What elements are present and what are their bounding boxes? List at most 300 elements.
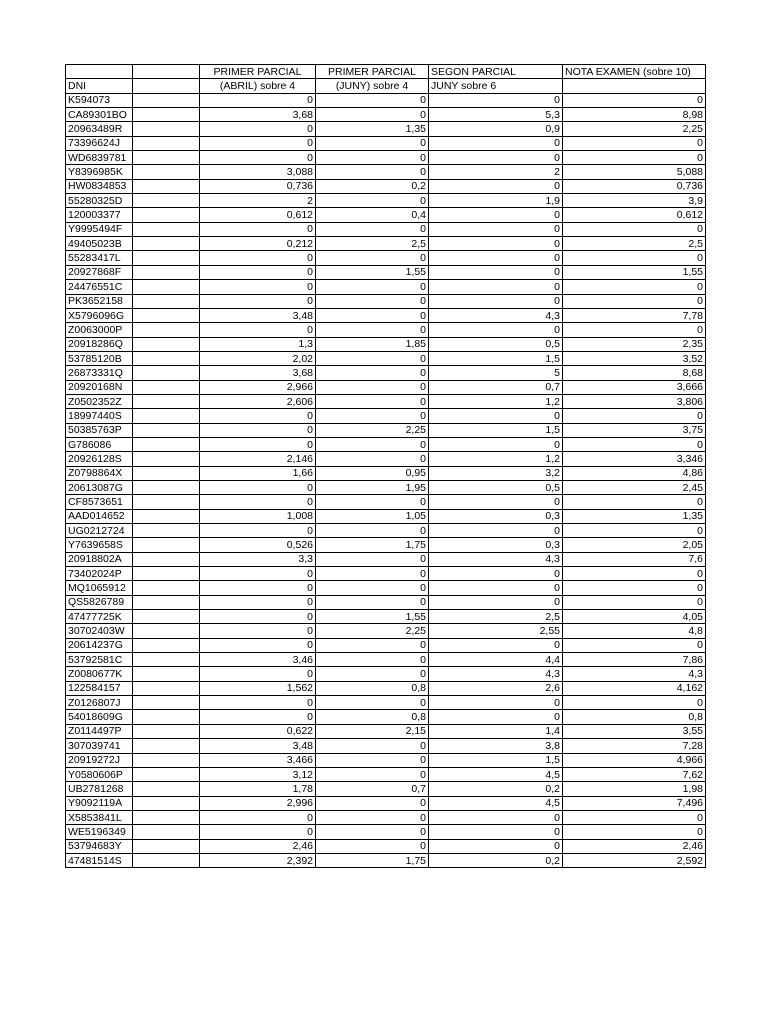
- table-row: [66, 437, 706, 451]
- blank-cell: [133, 294, 200, 308]
- primer-parcial-juny-cell: 0,8: [316, 681, 429, 695]
- segon-parcial-cell: 0,5: [429, 337, 563, 351]
- segon-parcial-cell: 0,2: [429, 853, 563, 867]
- primer-parcial-abril-cell: 0: [200, 567, 316, 581]
- nota-examen-cell: 1,35: [563, 509, 706, 523]
- primer-parcial-abril-cell: 0,612: [200, 208, 316, 222]
- blank-cell: [133, 136, 200, 150]
- primer-parcial-juny-cell: 0: [316, 810, 429, 824]
- nota-examen-cell: 3,75: [563, 423, 706, 437]
- header-segon-parcial: SEGON PARCIAL: [429, 65, 563, 79]
- primer-parcial-juny-cell: 0,4: [316, 208, 429, 222]
- segon-parcial-cell: 2,6: [429, 681, 563, 695]
- table-row: [66, 265, 706, 279]
- primer-parcial-abril-cell: 3,48: [200, 739, 316, 753]
- primer-parcial-abril-cell: 0: [200, 638, 316, 652]
- primer-parcial-juny-cell: 0: [316, 294, 429, 308]
- table-row: [66, 394, 706, 408]
- blank-cell: [133, 208, 200, 222]
- nota-examen-cell: 0: [563, 251, 706, 265]
- table-row: [66, 509, 706, 523]
- primer-parcial-juny-cell: 0: [316, 739, 429, 753]
- primer-parcial-juny-cell: 0: [316, 251, 429, 265]
- dni-cell: K594073: [66, 93, 133, 107]
- blank-cell: [133, 753, 200, 767]
- primer-parcial-juny-cell: 0: [316, 280, 429, 294]
- blank-cell: [133, 466, 200, 480]
- dni-cell: Z0080677K: [66, 667, 133, 681]
- segon-parcial-cell: 0,3: [429, 538, 563, 552]
- table-body: [66, 93, 706, 868]
- table-row: [66, 724, 706, 738]
- primer-parcial-abril-cell: 0,212: [200, 237, 316, 251]
- nota-examen-cell: 0: [563, 825, 706, 839]
- dni-cell: 73396624J: [66, 136, 133, 150]
- primer-parcial-juny-cell: 0,8: [316, 710, 429, 724]
- nota-examen-cell: 2,592: [563, 853, 706, 867]
- blank-cell: [133, 552, 200, 566]
- nota-examen-cell: 0: [563, 437, 706, 451]
- table-row: [66, 524, 706, 538]
- primer-parcial-abril-cell: 0: [200, 667, 316, 681]
- primer-parcial-abril-cell: 0: [200, 151, 316, 165]
- primer-parcial-juny-cell: 1,35: [316, 122, 429, 136]
- dni-cell: 20927868F: [66, 265, 133, 279]
- table-row: [66, 251, 706, 265]
- dni-cell: Z0063000P: [66, 323, 133, 337]
- dni-cell: 20918802A: [66, 552, 133, 566]
- nota-examen-cell: 4,05: [563, 610, 706, 624]
- primer-parcial-juny-cell: 0: [316, 839, 429, 853]
- table-row: [66, 308, 706, 322]
- primer-parcial-juny-cell: 0: [316, 151, 429, 165]
- dni-cell: Z0798864X: [66, 466, 133, 480]
- segon-parcial-cell: 0: [429, 409, 563, 423]
- table-row: [66, 366, 706, 380]
- segon-parcial-cell: 2,5: [429, 610, 563, 624]
- header-juny-sobre-4: (JUNY) sobre 4: [316, 79, 429, 93]
- primer-parcial-abril-cell: 1,3: [200, 337, 316, 351]
- dni-cell: 18997440S: [66, 409, 133, 423]
- dni-cell: 47477725K: [66, 610, 133, 624]
- primer-parcial-abril-cell: 0: [200, 323, 316, 337]
- blank-cell: [133, 194, 200, 208]
- segon-parcial-cell: 0: [429, 265, 563, 279]
- dni-cell: 122584157: [66, 681, 133, 695]
- primer-parcial-abril-cell: 2,46: [200, 839, 316, 853]
- segon-parcial-cell: 0: [429, 179, 563, 193]
- table-row: [66, 767, 706, 781]
- segon-parcial-cell: 0: [429, 710, 563, 724]
- primer-parcial-abril-cell: 0: [200, 136, 316, 150]
- table-row: [66, 237, 706, 251]
- dni-cell: CF8573651: [66, 495, 133, 509]
- primer-parcial-juny-cell: 0: [316, 380, 429, 394]
- table-row: [66, 165, 706, 179]
- dni-cell: X5796096G: [66, 308, 133, 322]
- primer-parcial-juny-cell: 0: [316, 595, 429, 609]
- blank-cell: [133, 581, 200, 595]
- primer-parcial-juny-cell: 0: [316, 638, 429, 652]
- primer-parcial-juny-cell: 0: [316, 524, 429, 538]
- grades-table: [65, 64, 706, 868]
- nota-examen-cell: 4,966: [563, 753, 706, 767]
- dni-cell: 26873331Q: [66, 366, 133, 380]
- table-row: [66, 466, 706, 480]
- segon-parcial-cell: 1,4: [429, 724, 563, 738]
- segon-parcial-cell: 0: [429, 251, 563, 265]
- primer-parcial-abril-cell: 0: [200, 93, 316, 107]
- dni-cell: MQ1065912: [66, 581, 133, 595]
- dni-cell: 49405023B: [66, 237, 133, 251]
- blank-cell: [133, 437, 200, 451]
- blank-cell: [133, 595, 200, 609]
- nota-examen-cell: 4,162: [563, 681, 706, 695]
- header-cell: [133, 65, 200, 79]
- segon-parcial-cell: 0: [429, 696, 563, 710]
- segon-parcial-cell: 4,5: [429, 796, 563, 810]
- segon-parcial-cell: 0: [429, 567, 563, 581]
- table-row: [66, 638, 706, 652]
- blank-cell: [133, 509, 200, 523]
- segon-parcial-cell: 0: [429, 294, 563, 308]
- primer-parcial-abril-cell: 0: [200, 294, 316, 308]
- dni-cell: 53785120B: [66, 351, 133, 365]
- primer-parcial-abril-cell: 0: [200, 265, 316, 279]
- primer-parcial-abril-cell: 2,966: [200, 380, 316, 394]
- primer-parcial-abril-cell: 2,146: [200, 452, 316, 466]
- primer-parcial-abril-cell: 3,3: [200, 552, 316, 566]
- table-row: [66, 796, 706, 810]
- table-row: [66, 595, 706, 609]
- segon-parcial-cell: 0,5: [429, 480, 563, 494]
- table-row: [66, 208, 706, 222]
- table-row: [66, 380, 706, 394]
- blank-cell: [133, 681, 200, 695]
- primer-parcial-juny-cell: 0: [316, 581, 429, 595]
- table-row: [66, 480, 706, 494]
- table-row: [66, 323, 706, 337]
- nota-examen-cell: 2,5: [563, 237, 706, 251]
- blank-cell: [133, 839, 200, 853]
- dni-cell: 30702403W: [66, 624, 133, 638]
- blank-cell: [133, 767, 200, 781]
- primer-parcial-abril-cell: 0: [200, 222, 316, 236]
- nota-examen-cell: 0: [563, 595, 706, 609]
- nota-examen-cell: 2,05: [563, 538, 706, 552]
- segon-parcial-cell: 3,2: [429, 466, 563, 480]
- segon-parcial-cell: 5,3: [429, 108, 563, 122]
- blank-cell: [133, 853, 200, 867]
- table-row: [66, 581, 706, 595]
- table-row: [66, 567, 706, 581]
- blank-cell: [133, 724, 200, 738]
- primer-parcial-abril-cell: 0: [200, 251, 316, 265]
- table-row: [66, 681, 706, 695]
- segon-parcial-cell: 1,2: [429, 452, 563, 466]
- primer-parcial-abril-cell: 3,12: [200, 767, 316, 781]
- header-cell: [66, 65, 133, 79]
- segon-parcial-cell: 0: [429, 93, 563, 107]
- nota-examen-cell: 3,9: [563, 194, 706, 208]
- primer-parcial-abril-cell: 0,526: [200, 538, 316, 552]
- segon-parcial-cell: 1,9: [429, 194, 563, 208]
- dni-cell: 55280325D: [66, 194, 133, 208]
- segon-parcial-cell: 0: [429, 581, 563, 595]
- segon-parcial-cell: 1,5: [429, 753, 563, 767]
- blank-cell: [133, 610, 200, 624]
- segon-parcial-cell: 0: [429, 595, 563, 609]
- dni-cell: 20919272J: [66, 753, 133, 767]
- segon-parcial-cell: 4,3: [429, 552, 563, 566]
- primer-parcial-juny-cell: 0: [316, 165, 429, 179]
- dni-cell: Y0580606P: [66, 767, 133, 781]
- nota-examen-cell: 4,8: [563, 624, 706, 638]
- nota-examen-cell: 3,346: [563, 452, 706, 466]
- primer-parcial-juny-cell: 2,5: [316, 237, 429, 251]
- dni-cell: 20918286Q: [66, 337, 133, 351]
- blank-cell: [133, 538, 200, 552]
- primer-parcial-juny-cell: 0: [316, 108, 429, 122]
- table-row: [66, 337, 706, 351]
- dni-cell: HW0834853: [66, 179, 133, 193]
- primer-parcial-juny-cell: 0: [316, 667, 429, 681]
- blank-cell: [133, 380, 200, 394]
- table-row: [66, 839, 706, 853]
- table-row: [66, 351, 706, 365]
- segon-parcial-cell: 2,55: [429, 624, 563, 638]
- table-row: [66, 753, 706, 767]
- nota-examen-cell: 7,6: [563, 552, 706, 566]
- dni-cell: 53792581C: [66, 653, 133, 667]
- dni-cell: WE5196349: [66, 825, 133, 839]
- table-row: [66, 136, 706, 150]
- blank-cell: [133, 351, 200, 365]
- dni-cell: 73402024P: [66, 567, 133, 581]
- primer-parcial-abril-cell: 2,996: [200, 796, 316, 810]
- primer-parcial-juny-cell: 0: [316, 753, 429, 767]
- segon-parcial-cell: 0: [429, 222, 563, 236]
- dni-cell: G786086: [66, 437, 133, 451]
- primer-parcial-abril-cell: 1,66: [200, 466, 316, 480]
- header-row-1: [66, 65, 706, 79]
- table-header: [66, 65, 706, 94]
- table-row: [66, 495, 706, 509]
- nota-examen-cell: 0: [563, 222, 706, 236]
- blank-cell: [133, 165, 200, 179]
- primer-parcial-juny-cell: 2,25: [316, 423, 429, 437]
- primer-parcial-juny-cell: 0: [316, 696, 429, 710]
- primer-parcial-abril-cell: 3,48: [200, 308, 316, 322]
- primer-parcial-abril-cell: 0: [200, 409, 316, 423]
- primer-parcial-abril-cell: 2: [200, 194, 316, 208]
- blank-cell: [133, 782, 200, 796]
- primer-parcial-abril-cell: 3,68: [200, 366, 316, 380]
- dni-cell: Z0114497P: [66, 724, 133, 738]
- blank-cell: [133, 739, 200, 753]
- primer-parcial-juny-cell: 1,75: [316, 538, 429, 552]
- primer-parcial-juny-cell: 0: [316, 567, 429, 581]
- blank-cell: [133, 237, 200, 251]
- table-row: [66, 409, 706, 423]
- nota-examen-cell: 7,86: [563, 653, 706, 667]
- nota-examen-cell: 7,78: [563, 308, 706, 322]
- blank-cell: [133, 567, 200, 581]
- segon-parcial-cell: 3,8: [429, 739, 563, 753]
- dni-cell: AAD014652: [66, 509, 133, 523]
- primer-parcial-abril-cell: 0: [200, 423, 316, 437]
- primer-parcial-abril-cell: 0: [200, 710, 316, 724]
- segon-parcial-cell: 0: [429, 810, 563, 824]
- primer-parcial-juny-cell: 0: [316, 552, 429, 566]
- segon-parcial-cell: 4,3: [429, 308, 563, 322]
- header-primer-parcial-abril: PRIMER PARCIAL: [200, 65, 316, 79]
- blank-cell: [133, 638, 200, 652]
- primer-parcial-abril-cell: 0: [200, 495, 316, 509]
- blank-cell: [133, 323, 200, 337]
- table-row: [66, 179, 706, 193]
- blank-cell: [133, 251, 200, 265]
- table-row: [66, 538, 706, 552]
- nota-examen-cell: 1,98: [563, 782, 706, 796]
- primer-parcial-abril-cell: 2,606: [200, 394, 316, 408]
- primer-parcial-abril-cell: 0,622: [200, 724, 316, 738]
- blank-cell: [133, 394, 200, 408]
- blank-cell: [133, 480, 200, 494]
- blank-cell: [133, 222, 200, 236]
- primer-parcial-juny-cell: 0: [316, 653, 429, 667]
- nota-examen-cell: 5,088: [563, 165, 706, 179]
- table-row: [66, 782, 706, 796]
- primer-parcial-juny-cell: 1,85: [316, 337, 429, 351]
- blank-cell: [133, 667, 200, 681]
- blank-cell: [133, 825, 200, 839]
- dni-cell: 120003377: [66, 208, 133, 222]
- blank-cell: [133, 696, 200, 710]
- dni-cell: WD6839781: [66, 151, 133, 165]
- table-row: [66, 151, 706, 165]
- dni-cell: 20920168N: [66, 380, 133, 394]
- primer-parcial-juny-cell: 0: [316, 93, 429, 107]
- blank-cell: [133, 108, 200, 122]
- primer-parcial-juny-cell: 0: [316, 222, 429, 236]
- segon-parcial-cell: 4,5: [429, 767, 563, 781]
- dni-cell: UG0212724: [66, 524, 133, 538]
- blank-cell: [133, 524, 200, 538]
- blank-cell: [133, 280, 200, 294]
- nota-examen-cell: 2,35: [563, 337, 706, 351]
- blank-cell: [133, 653, 200, 667]
- blank-cell: [133, 93, 200, 107]
- nota-examen-cell: 2,45: [563, 480, 706, 494]
- segon-parcial-cell: 0: [429, 280, 563, 294]
- segon-parcial-cell: 0,9: [429, 122, 563, 136]
- segon-parcial-cell: 4,3: [429, 667, 563, 681]
- blank-cell: [133, 452, 200, 466]
- table-row: [66, 853, 706, 867]
- nota-examen-cell: 7,496: [563, 796, 706, 810]
- blank-cell: [133, 409, 200, 423]
- dni-cell: X5853841L: [66, 810, 133, 824]
- table-row: [66, 222, 706, 236]
- primer-parcial-juny-cell: 1,05: [316, 509, 429, 523]
- header-row-2: [66, 79, 706, 93]
- segon-parcial-cell: 0: [429, 237, 563, 251]
- nota-examen-cell: 0: [563, 581, 706, 595]
- nota-examen-cell: 7,28: [563, 739, 706, 753]
- segon-parcial-cell: 0: [429, 151, 563, 165]
- nota-examen-cell: 0: [563, 323, 706, 337]
- table-row: [66, 122, 706, 136]
- segon-parcial-cell: 0: [429, 638, 563, 652]
- nota-examen-cell: 0,612: [563, 208, 706, 222]
- table-row: [66, 423, 706, 437]
- blank-cell: [133, 179, 200, 193]
- primer-parcial-juny-cell: 0: [316, 452, 429, 466]
- primer-parcial-abril-cell: 0: [200, 825, 316, 839]
- primer-parcial-juny-cell: 0: [316, 366, 429, 380]
- nota-examen-cell: 0: [563, 810, 706, 824]
- primer-parcial-abril-cell: 0: [200, 610, 316, 624]
- header-nota-examen: NOTA EXAMEN (sobre 10): [563, 65, 706, 79]
- segon-parcial-cell: 0: [429, 524, 563, 538]
- nota-examen-cell: 3,806: [563, 394, 706, 408]
- dni-cell: Z0126807J: [66, 696, 133, 710]
- primer-parcial-juny-cell: 0: [316, 351, 429, 365]
- nota-examen-cell: 1,55: [563, 265, 706, 279]
- dni-cell: 20614237G: [66, 638, 133, 652]
- nota-examen-cell: 3,666: [563, 380, 706, 394]
- blank-cell: [133, 265, 200, 279]
- nota-examen-cell: 2,46: [563, 839, 706, 853]
- segon-parcial-cell: 0: [429, 495, 563, 509]
- segon-parcial-cell: 2: [429, 165, 563, 179]
- header-juny-sobre-6: JUNY sobre 6: [429, 79, 563, 93]
- primer-parcial-abril-cell: 0: [200, 122, 316, 136]
- table-row: [66, 739, 706, 753]
- dni-cell: 20613087G: [66, 480, 133, 494]
- primer-parcial-abril-cell: 3,68: [200, 108, 316, 122]
- segon-parcial-cell: 1,2: [429, 394, 563, 408]
- primer-parcial-juny-cell: 1,95: [316, 480, 429, 494]
- dni-cell: 55283417L: [66, 251, 133, 265]
- primer-parcial-juny-cell: 0: [316, 495, 429, 509]
- nota-examen-cell: 3,52: [563, 351, 706, 365]
- nota-examen-cell: 0: [563, 151, 706, 165]
- blank-cell: [133, 366, 200, 380]
- segon-parcial-cell: 0: [429, 208, 563, 222]
- primer-parcial-juny-cell: 0: [316, 323, 429, 337]
- dni-cell: 47481514S: [66, 853, 133, 867]
- dni-cell: 53794683Y: [66, 839, 133, 853]
- table-row: [66, 294, 706, 308]
- primer-parcial-juny-cell: 2,15: [316, 724, 429, 738]
- table-row: [66, 610, 706, 624]
- primer-parcial-abril-cell: 0: [200, 595, 316, 609]
- blank-cell: [133, 495, 200, 509]
- primer-parcial-juny-cell: 0: [316, 825, 429, 839]
- segon-parcial-cell: 0,2: [429, 782, 563, 796]
- dni-cell: Z0502352Z: [66, 394, 133, 408]
- primer-parcial-juny-cell: 0: [316, 767, 429, 781]
- table-row: [66, 653, 706, 667]
- table-row: [66, 194, 706, 208]
- segon-parcial-cell: 0: [429, 437, 563, 451]
- header-dni: DNI: [66, 79, 133, 93]
- primer-parcial-abril-cell: 0: [200, 696, 316, 710]
- segon-parcial-cell: 0,3: [429, 509, 563, 523]
- primer-parcial-juny-cell: 0: [316, 409, 429, 423]
